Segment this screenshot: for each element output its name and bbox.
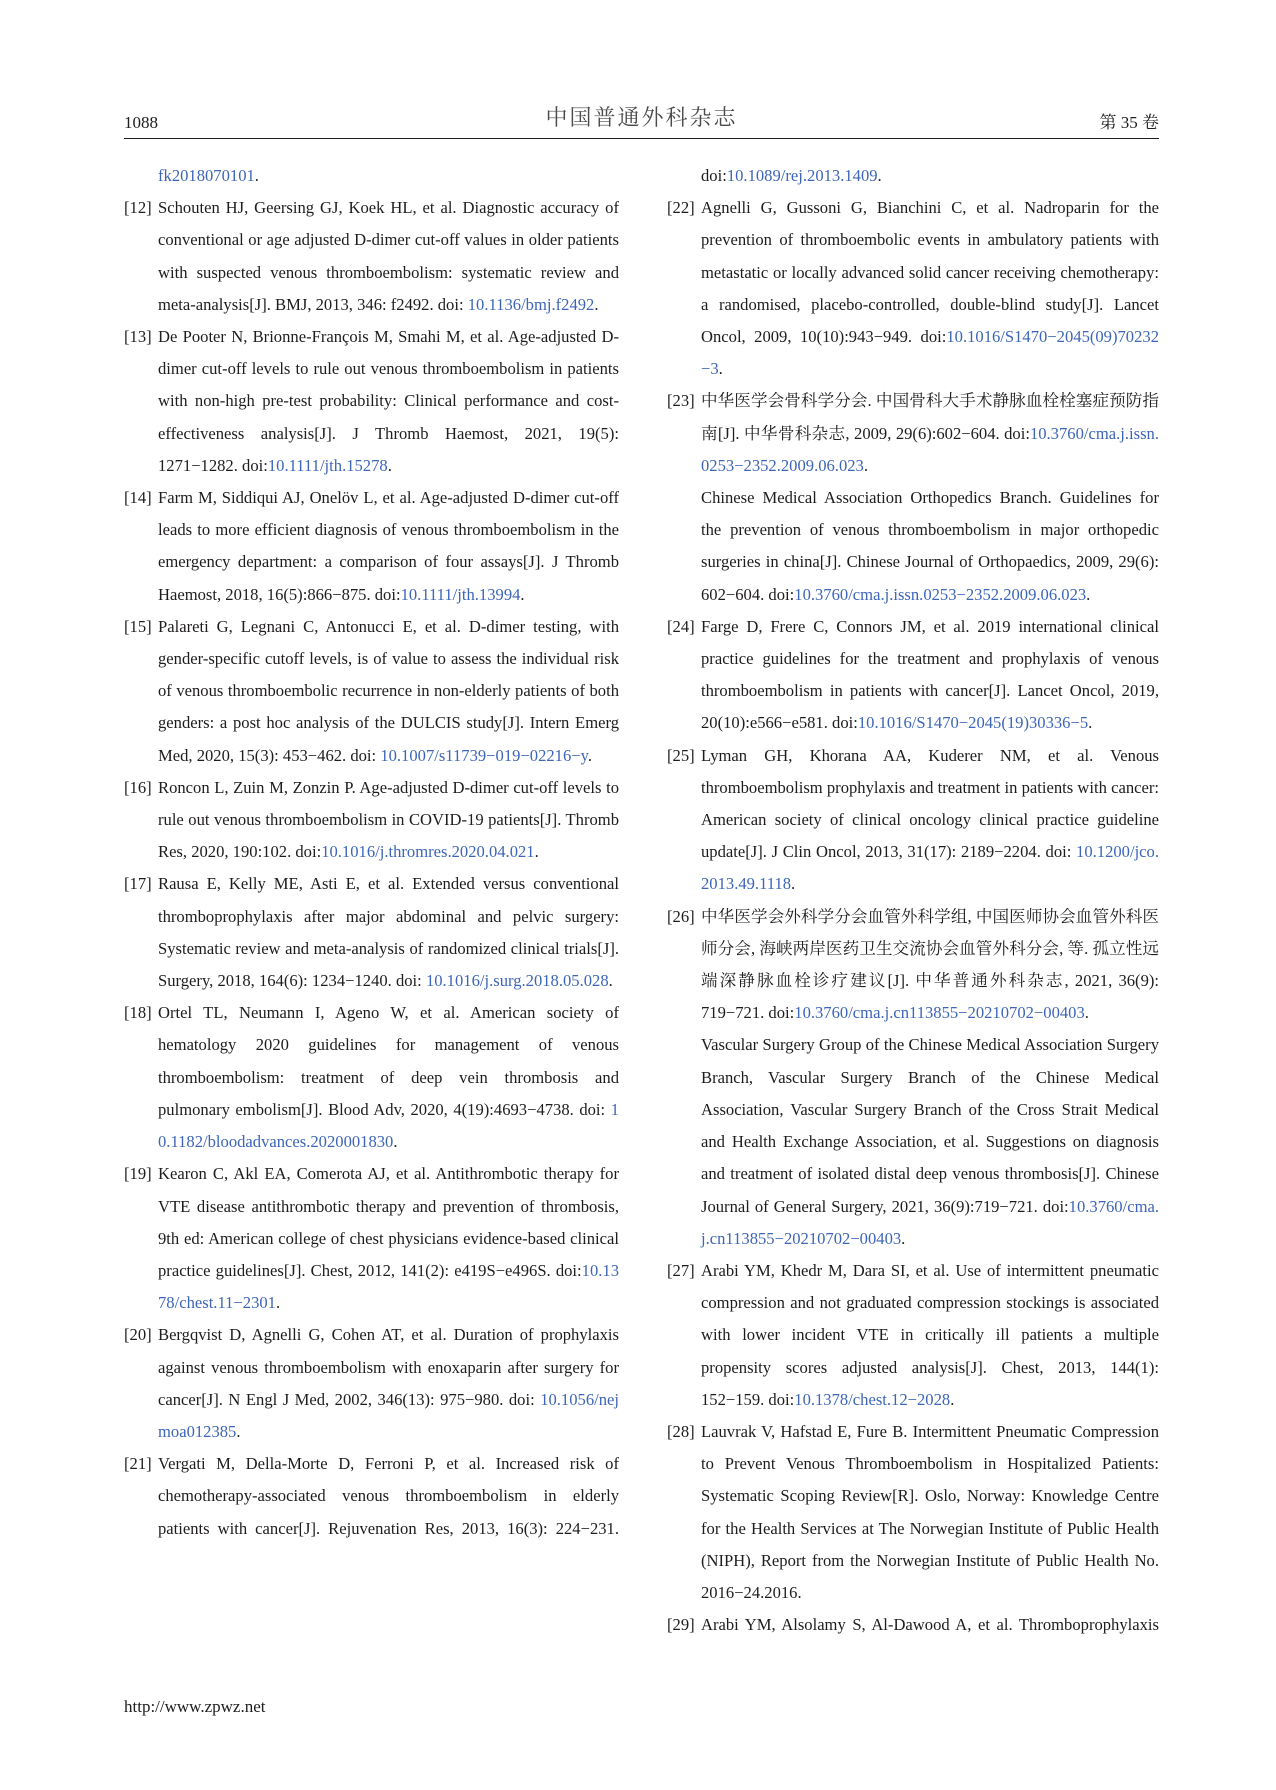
reference-number: [20]: [124, 1325, 152, 1345]
reference-number: [21]: [124, 1454, 152, 1474]
reference-23: [667, 385, 1159, 610]
right-column: [667, 160, 1159, 1641]
reference-16: [124, 772, 619, 869]
citation-body: De Pooter N, Brionne-François M, Smahi M, et al. Age-adjusted D-dimer cut-off levels to rule out venous thromboembolism in patients with non-high pre-test probability: Clinical performance and cost-effectiveness analysis[J]. J Thromb Haemost, 2021, 19(5): 1271−1282. doi:: [158, 327, 619, 475]
citation-text: [158, 611, 619, 772]
citation-body: Lauvrak V, Hafstad E, Fure B. Intermittent Pneumatic Compression to Prevent Venous Thromboembolism in Hospitalized Patients: Systematic Scoping Review[R]. Oslo, Norway: Knowledge Centre for the Health Services at The Norwegian Institute of Public Health (NIPH), Report from the Norwegian Institute of Public Health No. 2016−24.2016.: [701, 1421, 1159, 1602]
left-column: [124, 160, 619, 1545]
doi-link[interactable]: 10.1378/chest.12−2028: [794, 1389, 951, 1409]
reference-continuation: [124, 160, 619, 192]
doi-link[interactable]: 10.3760/cma.j.issn.0253−2352.2009.06.023: [794, 584, 1087, 604]
page-number: 1088: [124, 113, 158, 132]
reference-number: [28]: [667, 1421, 695, 1441]
reference-continuation: [667, 160, 1159, 192]
doi-link[interactable]: 10.1056/nejmoa012385: [158, 1389, 619, 1441]
citation-end: .: [718, 359, 723, 379]
citation-text: [701, 192, 1159, 385]
reference-number: [16]: [124, 777, 152, 797]
citation-end: .: [791, 874, 796, 894]
citation-end: .: [877, 166, 882, 185]
citation-end: .: [594, 294, 599, 314]
doi-link[interactable]: 10.1007/s11739−019−02216−y: [380, 745, 588, 765]
citation-body: doi:: [701, 166, 727, 185]
reference-number: [19]: [124, 1164, 152, 1184]
doi-link[interactable]: 10.1016/j.thromres.2020.04.021: [321, 842, 535, 862]
reference-number: [15]: [124, 616, 152, 636]
citation-text-chinese: [701, 901, 1159, 1030]
volume-label: 第 35 卷: [1099, 113, 1159, 132]
citation-body: Schouten HJ, Geersing GJ, Koek HL, et al. Diagnostic accuracy of conventional or age adjusted D-dimer cut-off values in older patients with suspected venous thromboembolism: systematic review and meta-analysis[J]. BMJ, 2013, 346: f2492. doi:: [158, 198, 619, 314]
reference-number: [24]: [667, 616, 695, 636]
citation-body: Roncon L, Zuin M, Zonzin P. Age-adjusted D-dimer cut-off levels to rule out venous thromboembolism in COVID-19 patients[J]. Thromb Res, 2020, 190:102. doi:: [158, 777, 619, 862]
citation-text-english: [701, 1029, 1159, 1254]
citation-text: [158, 868, 619, 997]
citation-end: .: [901, 1228, 906, 1248]
citation-body: Farm M, Siddiqui AJ, Onelöv L, et al. Age-adjusted D-dimer cut-off leads to more efficient diagnosis of venous thromboembolism in the emergency department: a comparison of four assays[J]. J Thromb Haemost, 2018, 16(5):866−875. doi:: [158, 488, 619, 604]
doi-link[interactable]: 10.1378/chest.11−2301: [158, 1260, 619, 1313]
citation-body: Vascular Surgery Group of the Chinese Medical Association Surgery Branch, Vascular Surgery Branch of the Chinese Medical Association, Vascular Surgery Branch of the Cross Strait Medical and Health Exchange Association, et al. Suggestions on diagnosis and treatment of isolated distal deep venous thrombosis[J]. Chinese Journal of General Surgery, 2021, 36(9):719−721. doi:: [701, 1035, 1159, 1216]
citation-body: Rausa E, Kelly ME, Asti E, et al. Extended versus conventional thromboprophylaxis after major abdominal and pelvic surgery: Systematic review and meta-analysis of randomized clinical trials[J]. Surgery, 2018, 164(6): 1234−1240. doi:: [158, 874, 619, 991]
citation-end: .: [275, 1293, 281, 1313]
reference-number: [23]: [667, 391, 695, 411]
citation-end: .: [254, 166, 259, 185]
citation-text: [158, 1158, 619, 1319]
reference-17: [124, 868, 619, 997]
citation-body: 中华医学会骨科学分会. 中国骨科大手术静脉血栓栓塞症预防指南[J]. 中华骨科杂志, 2009, 29(6):602−604. doi:: [701, 391, 1159, 443]
header-divider: [124, 138, 1159, 139]
journal-title: 中国普通外科杂志: [545, 105, 738, 130]
reference-12: [124, 192, 619, 321]
reference-27: [667, 1255, 1159, 1416]
reference-number: [12]: [124, 198, 152, 218]
citation-text: [158, 997, 619, 1158]
citation-end: .: [1086, 584, 1091, 604]
reference-29: [667, 1609, 1159, 1641]
reference-19: [124, 1158, 619, 1319]
citation-text: [701, 1609, 1159, 1641]
citation-body: Farge D, Frere C, Connors JM, et al. 2019 international clinical practice guidelines for the treatment and prophylaxis of venous thromboembolism in patients with cancer[J]. Lancet Oncol, 2019, 20(10):e566−e581. doi:: [701, 616, 1159, 733]
reference-25: [667, 740, 1159, 901]
citation-text: [701, 611, 1159, 740]
citation-text: [158, 772, 619, 869]
citation-end: .: [387, 455, 392, 475]
citation-end: .: [863, 455, 869, 475]
citation-end: .: [520, 584, 525, 604]
citation-end: .: [608, 971, 613, 991]
doi-link[interactable]: 10.3760/cma.j.cn113855−20210702−00403: [701, 1196, 1159, 1248]
citation-body: Arabi YM, Khedr M, Dara SI, et al. Use of intermittent pneumatic compression and not graduated compression stockings is associated with lower incident VTE in critically ill patients a multiple propensity scores adjusted analysis[J]. Chest, 2013, 144(1): 152−159. doi:: [701, 1260, 1159, 1409]
reference-20: [124, 1319, 619, 1448]
reference-22: [667, 192, 1159, 385]
reference-21: [124, 1448, 619, 1545]
reference-number: [18]: [124, 1003, 152, 1023]
doi-link[interactable]: 10.3760/cma.j.cn113855−20210702−00403: [794, 1003, 1085, 1023]
citation-body: Bergqvist D, Agnelli G, Cohen AT, et al. Duration of prophylaxis against venous thromboembolism with enoxaparin after surgery for cancer[J]. N Engl J Med, 2002, 346(13): 975−980. doi:: [158, 1325, 619, 1409]
citation-body: Lyman GH, Khorana AA, Kuderer NM, et al. Venous thromboembolism prophylaxis and treatment in patients with cancer: American society of clinical oncology clinical practice guideline update[J]. J Clin Oncol, 2013, 31(17): 2189−2204. doi:: [701, 745, 1159, 862]
reference-number: [14]: [124, 488, 152, 508]
citation-body: Arabi YM, Alsolamy S, Al-Dawood A, et al. Thromboprophylaxis: [701, 1615, 1159, 1635]
citation-text: [701, 1255, 1159, 1416]
doi-link[interactable]: 10.1016/j.surg.2018.05.028: [425, 971, 609, 991]
doi-link[interactable]: fk2018070101: [158, 166, 255, 185]
citation-text: [701, 1416, 1159, 1609]
citation-text: [701, 740, 1159, 901]
doi-link[interactable]: 10.1089/rej.2013.1409: [726, 166, 878, 185]
citation-body: 中华医学会外科学分会血管外科学组, 中国医师协会血管外科医师分会, 海峡两岸医药卫生交流协会血管外科分会, 等. 孤立性远端深静脉血栓诊疗建议[J]. 中华普通外科杂志, 2021, 36(9): 719−721. doi:: [701, 906, 1159, 1023]
citation-text: [158, 321, 619, 482]
doi-link[interactable]: 10.1200/jco.2013.49.1118: [701, 842, 1159, 894]
citation-end: .: [1084, 1003, 1089, 1023]
citation-text: [158, 1319, 619, 1448]
citation-body: Agnelli G, Gussoni G, Bianchini C, et al. Nadroparin for the prevention of thromboembolic events in ambulatory patients with metastatic or locally advanced solid cancer receiving chemotherapy: a randomised, placebo-controlled, double-blind study[J]. Lancet Oncol, 2009, 10(10):943−949. doi:: [701, 198, 1159, 347]
citation-end: .: [587, 745, 593, 765]
citation-body: Kearon C, Akl EA, Comerota AJ, et al. Antithrombotic therapy for VTE disease antithrombotic therapy and prevention of thrombosis, 9th ed: American college of chest physicians evidence-based clinical practice guidelines[J]. Chest, 2012, 141(2): e419S−e496S. doi:: [158, 1164, 619, 1280]
reference-number: [29]: [667, 1615, 695, 1635]
reference-number: [27]: [667, 1260, 695, 1280]
reference-26: [667, 901, 1159, 1255]
footer-url[interactable]: http://www.zpwz.net: [124, 1697, 266, 1716]
doi-link[interactable]: 10.1016/S1470−2045(09)70232−3: [701, 327, 1159, 379]
citation-end: .: [950, 1389, 955, 1409]
citation-end: .: [236, 1421, 241, 1441]
reference-15: [124, 611, 619, 772]
doi-link[interactable]: 10.3760/cma.j.issn.0253−2352.2009.06.023: [701, 423, 1159, 475]
reference-number: [25]: [667, 745, 695, 765]
doi-link[interactable]: 10.1016/S1470−2045(19)30336−5: [857, 713, 1089, 733]
doi-link[interactable]: 10.1111/jth.13994: [400, 584, 521, 604]
reference-13: [124, 321, 619, 482]
citation-text: [701, 160, 1159, 192]
citation-end: .: [534, 842, 539, 862]
citation-text: [158, 1448, 619, 1545]
reference-24: [667, 611, 1159, 740]
citation-text: [158, 482, 619, 611]
citation-end: .: [1088, 713, 1093, 733]
citation-text: [158, 160, 619, 192]
citation-text: [158, 192, 619, 321]
doi-link[interactable]: 10.1182/bloodadvances.2020001830: [158, 1099, 619, 1152]
citation-end: .: [393, 1132, 398, 1152]
citation-body: Vergati M, Della-Morte D, Ferroni P, et al. Increased risk of chemotherapy-associated venous thromboembolism in elderly patients with cancer[J]. Rejuvenation Res, 2013, 16(3): 224−231.: [158, 1454, 619, 1538]
reference-18: [124, 997, 619, 1158]
doi-link[interactable]: 10.1136/bmj.f2492: [467, 294, 595, 314]
reference-number: [22]: [667, 198, 695, 218]
citation-body: Ortel TL, Neumann I, Ageno W, et al. American society of hematology 2020 guidelines for management of venous thromboembolism: treatment of deep vein thrombosis and pulmonary embolism[J]. Blood Adv, 2020, 4(19):4693−4738. doi:: [158, 1003, 619, 1119]
citation-text-chinese: [701, 385, 1159, 482]
citation-body: Chinese Medical Association Orthopedics Branch. Guidelines for the prevention of venous thromboembolism in major orthopedic surgeries in china[J]. Chinese Journal of Orthopaedics, 2009, 29(6): 602−604. doi:: [701, 488, 1159, 604]
citation-text-english: [701, 482, 1159, 611]
reference-14: [124, 482, 619, 611]
reference-number: [17]: [124, 874, 152, 894]
citation-body: Palareti G, Legnani C, Antonucci E, et al. D-dimer testing, with gender-specific cutoff levels, is of value to assess the individual risk of venous thromboembolic recurrence in non-elderly patients of both genders: a post hoc analysis of the DULCIS study[J]. Intern Emerg Med, 2020, 15(3): 453−462. doi:: [158, 616, 619, 765]
doi-link[interactable]: 10.1111/jth.15278: [267, 455, 388, 475]
reference-number: [13]: [124, 327, 152, 347]
reference-number: [26]: [667, 906, 695, 926]
reference-28: [667, 1416, 1159, 1609]
